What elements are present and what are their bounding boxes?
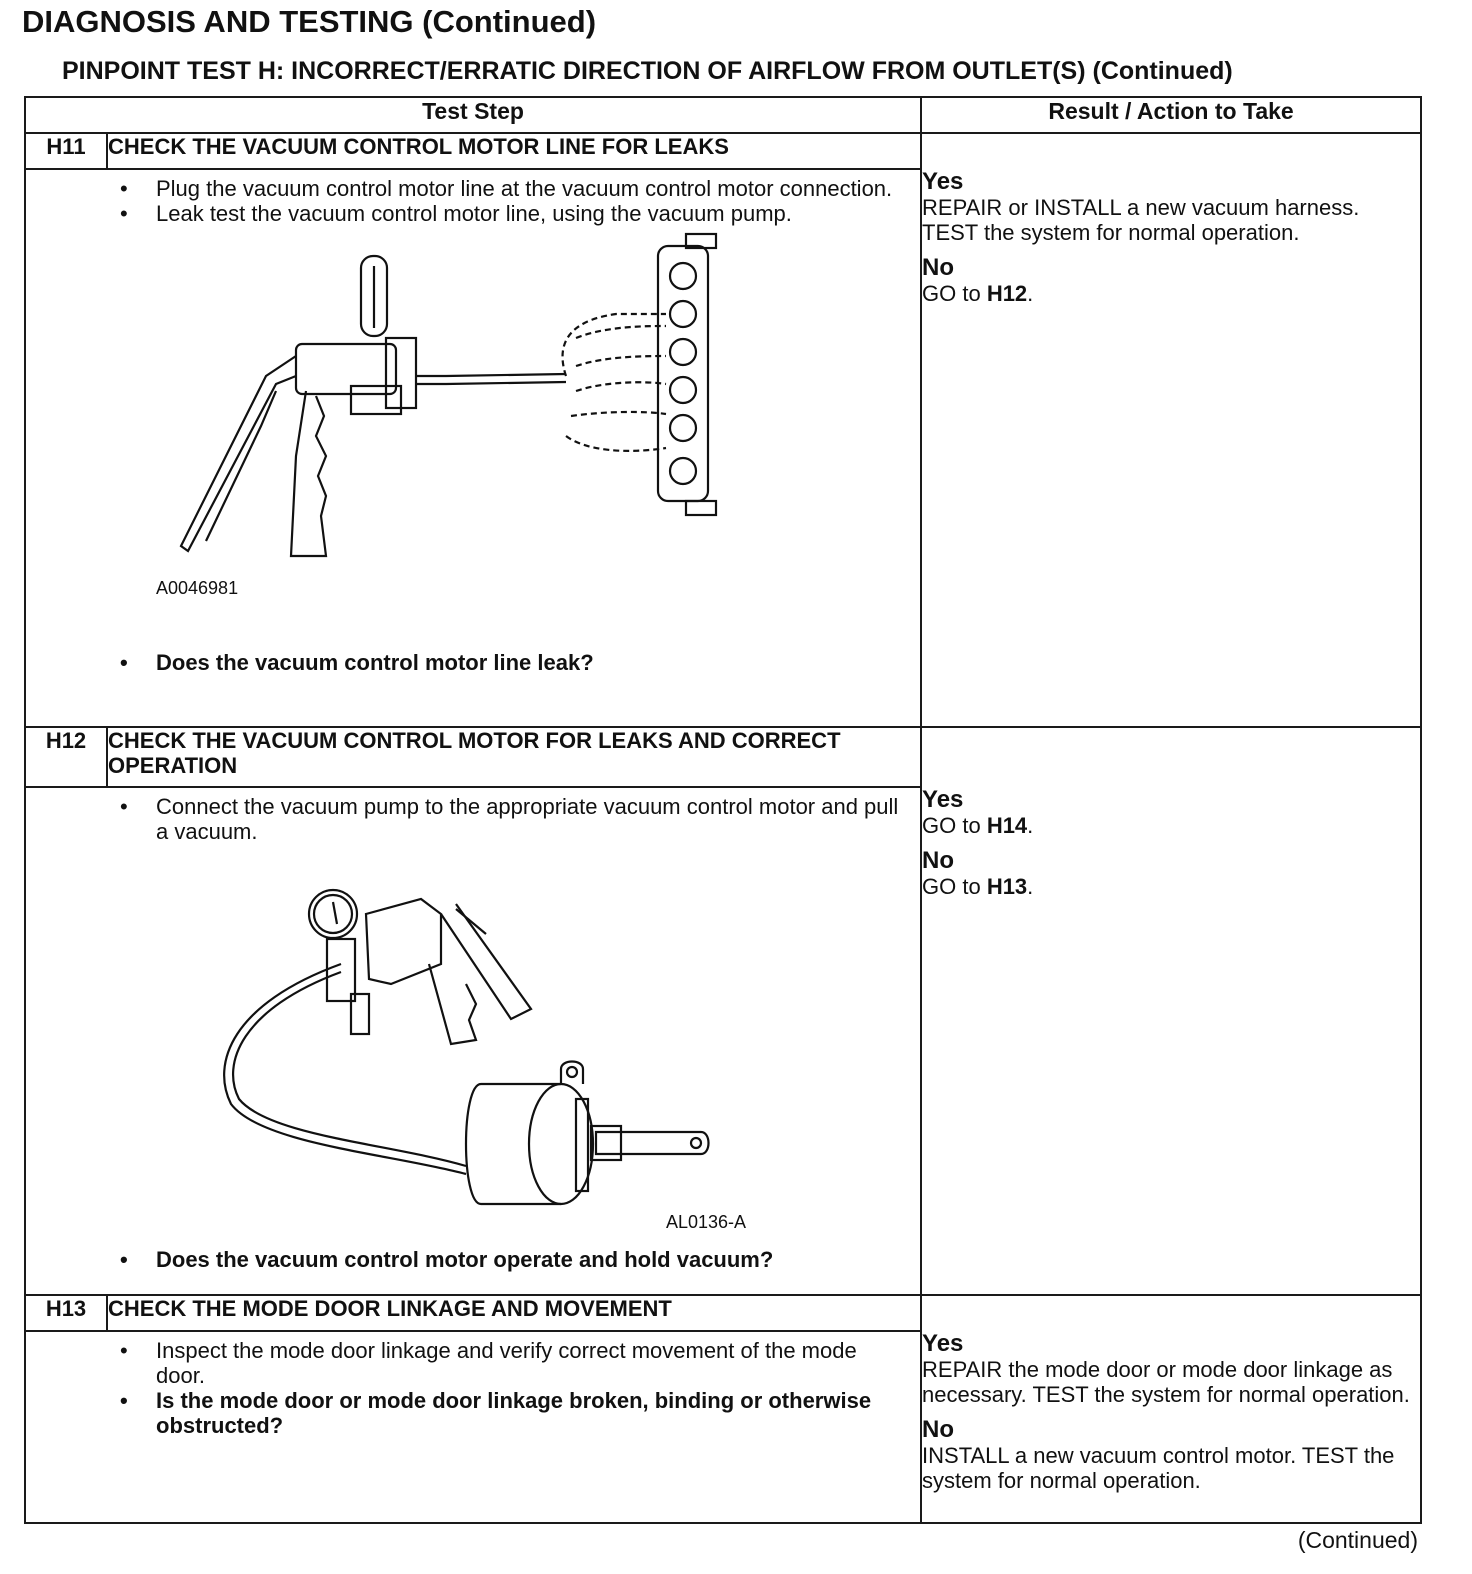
goto-step-link[interactable]: H14 bbox=[986, 813, 1028, 838]
figure-code: AL0136-A bbox=[666, 1212, 747, 1232]
result-no-label: No bbox=[922, 254, 955, 281]
col-header-result: Result / Action to Take bbox=[921, 97, 1421, 133]
result-spacer bbox=[921, 133, 1421, 169]
vacuum-motor-illustration bbox=[191, 844, 751, 1239]
figure-code: A0046981 bbox=[156, 578, 239, 598]
result-no-suffix: . bbox=[1027, 874, 1034, 899]
result-no bbox=[922, 848, 1420, 899]
result-yes bbox=[922, 787, 1420, 838]
result-no-prefix: GO to bbox=[922, 874, 987, 899]
step-id: H13 bbox=[25, 1295, 107, 1331]
vacuum-motor-figure bbox=[26, 844, 920, 1239]
list-item: • Plug the vacuum control motor line at the vacuum control motor connection. bbox=[26, 176, 900, 201]
step-bullets bbox=[26, 176, 920, 226]
result-yes bbox=[922, 1331, 1420, 1407]
result-yes-suffix: . bbox=[1027, 813, 1034, 838]
vacuum-pump-line-figure bbox=[26, 226, 920, 636]
result-yes-label: Yes bbox=[922, 168, 964, 195]
result-yes-prefix: GO to bbox=[922, 813, 987, 838]
step-h11-body-row bbox=[25, 169, 1421, 727]
result-no-text: INSTALL a new vacuum control motor. TEST the system for normal operation. bbox=[922, 1443, 1395, 1493]
result-cell bbox=[921, 1331, 1421, 1523]
list-item: • Leak test the vacuum control motor line, using the vacuum pump. bbox=[26, 201, 900, 226]
page-title: DIAGNOSIS AND TESTING (Continued) bbox=[22, 4, 597, 39]
result-spacer bbox=[921, 1295, 1421, 1331]
step-h12-body-row bbox=[25, 787, 1421, 1295]
col-header-test-step: Test Step bbox=[25, 97, 921, 133]
continued-label: (Continued) bbox=[1297, 1527, 1418, 1553]
result-cell bbox=[921, 169, 1421, 727]
step-title: CHECK THE MODE DOOR LINKAGE AND MOVEMENT bbox=[107, 1295, 921, 1331]
result-no-label: No bbox=[922, 847, 955, 874]
result-spacer bbox=[921, 727, 1421, 787]
step-body bbox=[25, 1331, 921, 1523]
question-item: • Does the vacuum control motor operate and hold vacuum? bbox=[26, 1247, 900, 1272]
step-bullets bbox=[26, 1338, 920, 1438]
result-no-text bbox=[922, 281, 1420, 306]
result-yes-text: REPAIR the mode door or mode door linkage as necessary. TEST the system for normal operation. bbox=[922, 1357, 1410, 1407]
step-body bbox=[25, 169, 921, 727]
table-header-row bbox=[25, 97, 1421, 133]
goto-step-link[interactable]: H12 bbox=[986, 281, 1028, 306]
vacuum-pump-illustration bbox=[146, 226, 906, 636]
result-yes-label: Yes bbox=[922, 786, 964, 813]
step-title: CHECK THE VACUUM CONTROL MOTOR FOR LEAKS AND CORRECT OPERATION bbox=[107, 727, 921, 787]
result-yes-label: Yes bbox=[922, 1330, 964, 1357]
goto-step-link[interactable]: H13 bbox=[986, 874, 1028, 899]
step-title: CHECK THE VACUUM CONTROL MOTOR LINE FOR LEAKS bbox=[107, 133, 921, 169]
question-item: • Does the vacuum control motor line leak? bbox=[26, 650, 900, 675]
list-item: • Connect the vacuum pump to the appropriate vacuum control motor and pull a vacuum. bbox=[26, 794, 900, 844]
result-no-suffix: . bbox=[1027, 281, 1034, 306]
result-no-label: No bbox=[922, 1416, 955, 1443]
step-question bbox=[26, 650, 920, 675]
result-yes-text: REPAIR or INSTALL a new vacuum harness. TEST the system for normal operation. bbox=[922, 195, 1360, 245]
step-id: H12 bbox=[25, 727, 107, 787]
result-no bbox=[922, 255, 1420, 306]
step-question bbox=[26, 1247, 920, 1272]
step-bullets bbox=[26, 794, 920, 844]
result-cell bbox=[921, 787, 1421, 1295]
pinpoint-test-title: PINPOINT TEST H: INCORRECT/ERRATIC DIRECTION OF AIRFLOW FROM OUTLET(S) (Continued) bbox=[62, 57, 1233, 85]
step-id: H11 bbox=[25, 133, 107, 169]
list-item: • Inspect the mode door linkage and verify correct movement of the mode door. bbox=[26, 1338, 900, 1388]
result-no-prefix: GO to bbox=[922, 281, 987, 306]
pinpoint-test-table bbox=[24, 96, 1422, 1524]
step-h13-body-row bbox=[25, 1331, 1421, 1523]
step-body bbox=[25, 787, 921, 1295]
step-h11-title-row bbox=[25, 133, 1421, 169]
question-item: • Is the mode door or mode door linkage broken, binding or otherwise obstructed? bbox=[26, 1388, 900, 1438]
result-no bbox=[922, 1417, 1420, 1493]
result-yes bbox=[922, 169, 1420, 245]
step-h13-title-row bbox=[25, 1295, 1421, 1331]
result-yes-text bbox=[922, 813, 1420, 838]
step-h12-title-row bbox=[25, 727, 1421, 787]
result-no-text bbox=[922, 874, 1420, 899]
